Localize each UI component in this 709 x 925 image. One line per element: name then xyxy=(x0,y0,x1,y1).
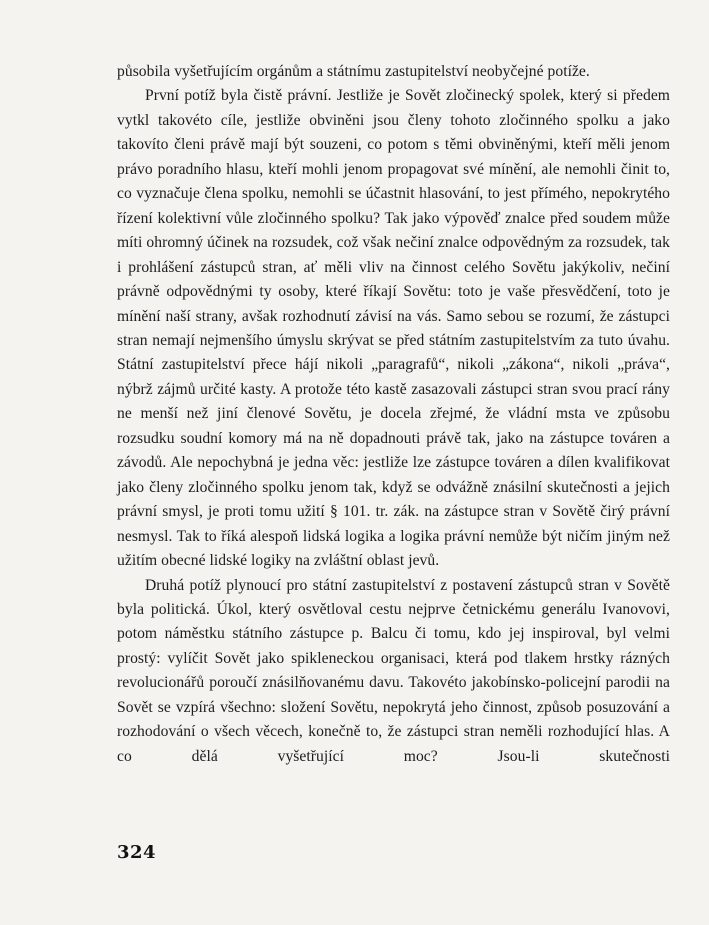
paragraph-second-difficulty: Druhá potíž plynoucí pro státní zastupitelství z postavení zástupců stran v Sovětě byla politická. Úkol, který osvětloval cestu nejprve četnickému generálu Ivanovovi, potom náměstku státního zástupce p. Balcu či tomu, kdo jej inspiroval, byl velmi prostý: vylíčit Sovět jako spikleneckou organisaci, která pod tlakem hrstky rázných revolucionářů poroučí znásilňovanému davu. Takovéto jakobínsko-policejní parodii na Sovět se vzpírá všechno: složení Sovětu, nepokrytá jeho činnost, způsob posuzování a rozhodování o všech věcech, konečně to, že zástupci stran neměli rozhodující hlas. A co dělá vyšetřující moc? Jsou-li skutečnosti xyxy=(117,576,670,765)
paragraph-continuation: působila vyšetřujícím orgánům a státnímu zastupitelství neobyčejné potíže. xyxy=(117,63,590,80)
page-body xyxy=(117,60,670,769)
page-number: 324 xyxy=(117,842,157,863)
paragraph-first-difficulty: První potíž byla čistě právní. Jestliže je Sovět zločinecký spolek, který si předem vytkl takovéto cíle, jestliže obviněni jsou členy tohoto zločinného spolku a jako takovíto členi právě mají být souzeni, co potom s těmi obviněnými, kteří měli jenom právo poradního hlasu, kteří mohli jenom propagovat své mínění, ale nemohli činit to, co vyznačuje člena spolku, nemohli se účastnit hlasování, to jest přímého, nepokrytého řízení kolektivní vůle zločinného spolku? Tak jako výpověď znalce před soudem může míti ohromný účinek na rozsudek, což však nečiní znalce odpovědným za rozsudek, tak i prohlášení zástupců stran, ať měli vliv na činnost celého Sovětu jakýkoliv, nečiní právně odpovědnými ty osoby, které říkají Sovětu: toto je vaše přesvědčení, toto je mínění naší strany, avšak rozhodnutí závisí na vás. Samo sebou se rozumí, že zástupci stran nemají nejmenšího úmyslu skrývat se před státním zastupitelstvím za tuto úvahu. Státní zastupitelství přece hájí nikoli „paragrafů“, nikoli „zákona“, nikoli „práva“, nýbrž zájmů určité kasty. A protože této kastě zasazovali zástupci stran svou prací rány ne menší než jiní členové Sovětu, je docela zřejmé, že vládní msta ve způsobu rozsudku soudní komory má na ně dopadnouti právě tak, jako na zástupce továren a závodů. Ale nepochybná je jedna věc: jestliže lze zástupce továren a dílen kvalifikovat jako členy zločinného spolku jenom tak, když se odvážně znásilní skutečnosti a jejich právní smysl, je proti tomu užití § 101. tr. zák. na zástupce stran v Sovětě čirý právní nesmysl. Tak to říká alespoň lidská logika a logika právní nemůže být ničím jiným než užitím obecné lidské logiky na zvláštní oblast jevů. xyxy=(117,87,670,570)
